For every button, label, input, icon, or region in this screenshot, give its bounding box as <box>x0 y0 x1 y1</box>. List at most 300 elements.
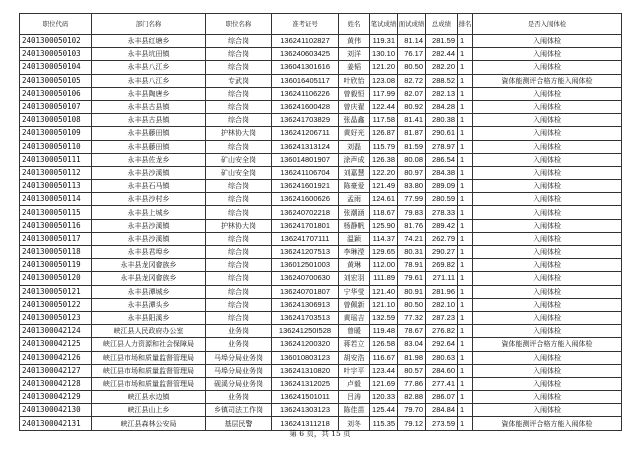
cell-interview: 81.59 <box>398 140 426 153</box>
cell-ticket: 136241310820 <box>272 364 339 377</box>
table-row <box>20 391 622 404</box>
cell-interview: 78.67 <box>398 325 426 338</box>
cell-pos-name: 护林协大岗 <box>206 127 272 140</box>
cell-rank: 1 <box>458 364 473 377</box>
cell-pos-name: 综合岗 <box>206 193 272 206</box>
cell-written: 117.99 <box>370 87 398 100</box>
cell-name: 吕涛 <box>339 391 370 404</box>
cell-result: 入闱体检 <box>473 153 622 166</box>
cell-ticket: 136241701801 <box>272 219 339 232</box>
cell-ticket: 136041301616 <box>272 61 339 74</box>
cell-rank: 1 <box>458 232 473 245</box>
cell-ticket: 136241703829 <box>272 114 339 127</box>
cell-pos-name: 业务岗 <box>206 391 272 404</box>
col-header-ticket: 准考证号 <box>272 14 339 35</box>
cell-ticket: 136241306913 <box>272 298 339 311</box>
cell-pos-code: 2401300042124 <box>20 325 92 338</box>
cell-ticket: 136240701807 <box>272 285 339 298</box>
cell-rank: 1 <box>458 391 473 404</box>
cell-pos-name: 基层民警 <box>206 417 272 430</box>
cell-result: 入闱体检 <box>473 127 622 140</box>
cell-dept: 永丰县沙溪镇 <box>92 219 206 232</box>
cell-dept: 永丰县龙冈畲族乡 <box>92 272 206 285</box>
cell-written: 123.44 <box>370 364 398 377</box>
cell-written: 115.35 <box>370 417 398 430</box>
cell-written: 121.40 <box>370 285 398 298</box>
cell-total: 278.33 <box>426 206 458 219</box>
cell-dept: 永丰县藤田镇 <box>92 127 206 140</box>
cell-name: 曾毅恒 <box>339 87 370 100</box>
cell-interview: 81.76 <box>398 219 426 232</box>
cell-result: 入闱体检 <box>473 180 622 193</box>
cell-total: 284.84 <box>426 404 458 417</box>
cell-result: 入闱体检 <box>473 246 622 259</box>
cell-pos-code: 2401300042126 <box>20 351 92 364</box>
cell-rank: 1 <box>458 246 473 259</box>
cell-name: 张潮涵 <box>339 206 370 219</box>
cell-ticket: 136241311218 <box>272 417 339 430</box>
cell-pos-code: 2401300050115 <box>20 206 92 219</box>
cell-name: 叶宇平 <box>339 364 370 377</box>
cell-pos-name: 马埠分局业务岗 <box>206 364 272 377</box>
cell-interview: 81.41 <box>398 114 426 127</box>
cell-pos-name: 综合岗 <box>206 114 272 127</box>
cell-ticket: 136240702218 <box>272 206 339 219</box>
cell-rank: 1 <box>458 61 473 74</box>
cell-written: 117.58 <box>370 114 398 127</box>
table-row <box>20 404 622 417</box>
table-row <box>20 87 622 100</box>
cell-total: 282.20 <box>426 61 458 74</box>
cell-pos-code: 2401300050104 <box>20 61 92 74</box>
cell-pos-name: 综合岗 <box>206 206 272 219</box>
col-header-rank: 排名 <box>458 14 473 35</box>
cell-pos-code: 2401300050108 <box>20 114 92 127</box>
cell-interview: 81.98 <box>398 351 426 364</box>
cell-total: 282.13 <box>426 87 458 100</box>
cell-pos-name: 综合岗 <box>206 180 272 193</box>
cell-pos-code: 2401300042129 <box>20 391 92 404</box>
cell-interview: 83.04 <box>398 338 426 351</box>
cell-written: 111.89 <box>370 272 398 285</box>
table-row <box>20 206 622 219</box>
cell-interview: 81.87 <box>398 127 426 140</box>
cell-result: 入闱体检 <box>473 351 622 364</box>
cell-pos-name: 马埠分局业务岗 <box>206 351 272 364</box>
cell-result: 入闱体检 <box>473 272 622 285</box>
cell-interview: 82.88 <box>398 391 426 404</box>
table-row <box>20 232 622 245</box>
cell-ticket: 136241313124 <box>272 140 339 153</box>
table-row <box>20 351 622 364</box>
cell-dept: 永丰县沙村乡 <box>92 193 206 206</box>
cell-interview: 79.61 <box>398 272 426 285</box>
cell-pos-name: 综合岗 <box>206 298 272 311</box>
cell-written: 119.31 <box>370 35 398 48</box>
cell-total: 278.97 <box>426 140 458 153</box>
cell-name: 曾庆翟 <box>339 100 370 113</box>
cell-rank: 1 <box>458 35 473 48</box>
table-row <box>20 61 622 74</box>
cell-name: 曾佩新 <box>339 298 370 311</box>
cell-written: 126.58 <box>370 338 398 351</box>
cell-rank: 1 <box>458 180 473 193</box>
cell-rank: 1 <box>458 206 473 219</box>
cell-pos-name: 综合岗 <box>206 48 272 61</box>
cell-total: 262.79 <box>426 232 458 245</box>
cell-dept: 永丰县八江乡 <box>92 74 206 87</box>
table-row <box>20 114 622 127</box>
cell-pos-code: 2401300042130 <box>20 404 92 417</box>
cell-ticket: 136240603425 <box>272 48 339 61</box>
cell-result: 入闱体检 <box>473 391 622 404</box>
cell-total: 280.38 <box>426 114 458 127</box>
cell-pos-code: 2401300050110 <box>20 140 92 153</box>
cell-pos-name: 矿山安全岗 <box>206 153 272 166</box>
cell-rank: 1 <box>458 100 473 113</box>
cell-rank: 1 <box>458 74 473 87</box>
cell-name: 杨静帆 <box>339 219 370 232</box>
cell-interview: 79.70 <box>398 404 426 417</box>
table-row <box>20 377 622 390</box>
cell-pos-code: 2401300050117 <box>20 232 92 245</box>
cell-dept: 永丰县石马镇 <box>92 180 206 193</box>
cell-name: 刘宏羽 <box>339 272 370 285</box>
cell-ticket: 136241206711 <box>272 127 339 140</box>
cell-rank: 1 <box>458 48 473 61</box>
cell-interview: 76.17 <box>398 48 426 61</box>
cell-pos-code: 2401300042128 <box>20 377 92 390</box>
table-row <box>20 311 622 324</box>
table-row <box>20 325 622 338</box>
cell-ticket: 136241703513 <box>272 311 339 324</box>
table-row <box>20 193 622 206</box>
cell-dept: 永丰县藤田镇 <box>92 140 206 153</box>
table-row <box>20 74 622 87</box>
cell-interview: 77.32 <box>398 311 426 324</box>
cell-dept: 永丰县君埠乡 <box>92 246 206 259</box>
cell-ticket: 136016405117 <box>272 74 339 87</box>
cell-pos-code: 2401300050123 <box>20 311 92 324</box>
cell-total: 288.52 <box>426 74 458 87</box>
table-row <box>20 219 622 232</box>
cell-rank: 1 <box>458 153 473 166</box>
cell-written: 126.87 <box>370 127 398 140</box>
table-row <box>20 180 622 193</box>
cell-interview: 79.12 <box>398 417 426 430</box>
cell-interview: 80.50 <box>398 298 426 311</box>
cell-result: 入闱体检 <box>473 35 622 48</box>
cell-total: 290.27 <box>426 246 458 259</box>
cell-name: 陈豪爱 <box>339 180 370 193</box>
cell-interview: 80.31 <box>398 246 426 259</box>
cell-result: 資体能测评合格方能入闱体检 <box>473 417 622 430</box>
cell-total: 282.44 <box>426 48 458 61</box>
cell-ticket: 136014801907 <box>272 153 339 166</box>
cell-result: 入闱体检 <box>473 311 622 324</box>
cell-name: 孟雨 <box>339 193 370 206</box>
cell-pos-name: 综合岗 <box>206 232 272 245</box>
cell-result: 入闱体检 <box>473 377 622 390</box>
cell-pos-code: 2401300042127 <box>20 364 92 377</box>
cell-dept: 永丰县阳溪乡 <box>92 311 206 324</box>
cell-pos-code: 2401300050105 <box>20 74 92 87</box>
cell-ticket: 136241106704 <box>272 166 339 179</box>
cell-pos-name: 矿山安全岗 <box>206 166 272 179</box>
cell-name: 黄瑶吉 <box>339 311 370 324</box>
cell-ticket: 136012501003 <box>272 259 339 272</box>
cell-written: 120.33 <box>370 391 398 404</box>
cell-rank: 1 <box>458 338 473 351</box>
cell-ticket: 136241303123 <box>272 404 339 417</box>
table-row <box>20 246 622 259</box>
cell-written: 123.08 <box>370 74 398 87</box>
cell-written: 121.49 <box>370 180 398 193</box>
cell-dept: 永丰县潭城乡 <box>92 285 206 298</box>
cell-rank: 1 <box>458 272 473 285</box>
cell-dept: 峡江县市场和质量监督管理局 <box>92 377 206 390</box>
cell-dept: 永丰县陶唐乡 <box>92 87 206 100</box>
cell-written: 124.61 <box>370 193 398 206</box>
cell-written: 112.00 <box>370 259 398 272</box>
cell-written: 130.10 <box>370 48 398 61</box>
table-row <box>20 338 622 351</box>
cell-ticket: 136241312025 <box>272 377 339 390</box>
cell-pos-code: 2401300050102 <box>20 35 92 48</box>
cell-total: 269.82 <box>426 259 458 272</box>
cell-pos-name: 综合岗 <box>206 259 272 272</box>
cell-name: 叶欣怡 <box>339 74 370 87</box>
cell-interview: 80.91 <box>398 285 426 298</box>
cell-name: 卢毅 <box>339 377 370 390</box>
cell-interview: 79.83 <box>398 206 426 219</box>
cell-total: 284.38 <box>426 166 458 179</box>
cell-result: 入闱体检 <box>473 61 622 74</box>
table-row <box>20 259 622 272</box>
cell-written: 121.69 <box>370 377 398 390</box>
cell-name: 黄伟 <box>339 35 370 48</box>
col-header-result: 是否入闱体检 <box>473 14 622 35</box>
cell-result: 入闱体检 <box>473 114 622 127</box>
cell-interview: 74.21 <box>398 232 426 245</box>
cell-rank: 1 <box>458 377 473 390</box>
cell-pos-name: 综合岗 <box>206 272 272 285</box>
col-header-dept: 部门名称 <box>92 14 206 35</box>
cell-total: 286.54 <box>426 153 458 166</box>
cell-written: 126.38 <box>370 153 398 166</box>
cell-written: 118.67 <box>370 206 398 219</box>
cell-ticket: 136241601921 <box>272 180 339 193</box>
cell-pos-name: 综合岗 <box>206 100 272 113</box>
cell-rank: 1 <box>458 127 473 140</box>
cell-result: 入闱体检 <box>473 232 622 245</box>
cell-total: 289.42 <box>426 219 458 232</box>
page-footer: 第 6 页，共 15 页 <box>289 429 351 438</box>
cell-written: 125.44 <box>370 404 398 417</box>
cell-pos-code: 2401300050111 <box>20 153 92 166</box>
table-row <box>20 153 622 166</box>
cell-pos-name: 综合岗 <box>206 311 272 324</box>
cell-ticket: 136241250I528 <box>272 325 339 338</box>
cell-written: 129.65 <box>370 246 398 259</box>
cell-interview: 77.86 <box>398 377 426 390</box>
cell-name: 陈佳苗 <box>339 404 370 417</box>
col-header-total: 总成绩 <box>426 14 458 35</box>
cell-total: 286.07 <box>426 391 458 404</box>
cell-dept: 峡江县市场和质量监督管理局 <box>92 364 206 377</box>
table-row <box>20 48 622 61</box>
cell-rank: 1 <box>458 351 473 364</box>
cell-total: 280.59 <box>426 193 458 206</box>
cell-result: 資体能测评合格方能入闱体检 <box>473 338 622 351</box>
cell-ticket: 136241200320 <box>272 338 339 351</box>
cell-rank: 1 <box>458 193 473 206</box>
cell-rank: 1 <box>458 114 473 127</box>
cell-pos-name: 砚溪分局业务岗 <box>206 377 272 390</box>
cell-written: 114.37 <box>370 232 398 245</box>
cell-pos-code: 2401300050121 <box>20 285 92 298</box>
cell-written: 119.48 <box>370 325 398 338</box>
cell-dept: 峡江县水边镇 <box>92 391 206 404</box>
cell-pos-name: 综合岗 <box>206 87 272 100</box>
cell-result: 入闱体检 <box>473 48 622 61</box>
cell-rank: 1 <box>458 417 473 430</box>
cell-total: 292.64 <box>426 338 458 351</box>
cell-total: 282.10 <box>426 298 458 311</box>
cell-ticket: 136241207513 <box>272 246 339 259</box>
cell-dept: 永丰县古县镇 <box>92 114 206 127</box>
cell-name: 李琳滢 <box>339 246 370 259</box>
cell-name: 刘洋 <box>339 48 370 61</box>
col-header-interview: 面试成绩 <box>398 14 426 35</box>
cell-interview: 78.91 <box>398 259 426 272</box>
cell-result: 入闱体检 <box>473 140 622 153</box>
cell-name: 蒋若立 <box>339 338 370 351</box>
table-row <box>20 100 622 113</box>
cell-dept: 永丰县古县镇 <box>92 100 206 113</box>
cell-total: 281.59 <box>426 35 458 48</box>
cell-total: 273.59 <box>426 417 458 430</box>
cell-result: 入闱体检 <box>473 364 622 377</box>
cell-dept: 永丰县沙溪镇 <box>92 166 206 179</box>
cell-dept: 峡江县市场和质量监督管理局 <box>92 351 206 364</box>
cell-result: 入闱体检 <box>473 100 622 113</box>
cell-dept: 永丰县佐龙乡 <box>92 153 206 166</box>
cell-name: 黄琳 <box>339 259 370 272</box>
cell-dept: 永丰县红塘乡 <box>92 35 206 48</box>
cell-pos-code: 2401300050106 <box>20 87 92 100</box>
cell-name: 涂声成 <box>339 153 370 166</box>
col-header-name: 姓名 <box>339 14 370 35</box>
table-row <box>20 35 622 48</box>
cell-rank: 1 <box>458 325 473 338</box>
results-table <box>19 13 622 431</box>
cell-interview: 80.97 <box>398 166 426 179</box>
cell-pos-code: 2401300050120 <box>20 272 92 285</box>
cell-ticket: 136241106226 <box>272 87 339 100</box>
cell-pos-code: 2401300050109 <box>20 127 92 140</box>
table-row <box>20 272 622 285</box>
cell-written: 132.59 <box>370 311 398 324</box>
cell-interview: 80.92 <box>398 100 426 113</box>
cell-dept: 永丰县坑田镇 <box>92 48 206 61</box>
table-row <box>20 364 622 377</box>
cell-interview: 77.99 <box>398 193 426 206</box>
cell-interview: 80.08 <box>398 153 426 166</box>
cell-written: 115.79 <box>370 140 398 153</box>
cell-pos-name: 护林协大岗 <box>206 219 272 232</box>
cell-total: 276.82 <box>426 325 458 338</box>
cell-pos-name: 综合岗 <box>206 285 272 298</box>
cell-pos-code: 2401300042131 <box>20 417 92 430</box>
cell-interview: 80.57 <box>398 364 426 377</box>
cell-result: 資体能测评合格方能入闱体检 <box>473 74 622 87</box>
cell-name: 刘冬 <box>339 417 370 430</box>
cell-interview: 80.50 <box>398 61 426 74</box>
cell-result: 入闱体检 <box>473 87 622 100</box>
cell-total: 284.60 <box>426 364 458 377</box>
cell-dept: 永丰县八江乡 <box>92 61 206 74</box>
cell-rank: 1 <box>458 404 473 417</box>
cell-result: 入闱体检 <box>473 193 622 206</box>
header-row <box>20 14 622 35</box>
cell-result: 入闱体检 <box>473 206 622 219</box>
cell-ticket: 136010803123 <box>272 351 339 364</box>
col-header-pos-name: 职位名称 <box>206 14 272 35</box>
col-header-written: 笔试成绩 <box>370 14 398 35</box>
cell-written: 121.20 <box>370 61 398 74</box>
cell-name: 温颖 <box>339 232 370 245</box>
cell-ticket: 136241501011 <box>272 391 339 404</box>
cell-total: 287.23 <box>426 311 458 324</box>
cell-written: 122.44 <box>370 100 398 113</box>
cell-total: 290.61 <box>426 127 458 140</box>
cell-pos-name: 专武岗 <box>206 74 272 87</box>
cell-rank: 1 <box>458 219 473 232</box>
cell-ticket: 136241102827 <box>272 35 339 48</box>
cell-total: 271.11 <box>426 272 458 285</box>
cell-ticket: 136241600626 <box>272 193 339 206</box>
table-row <box>20 285 622 298</box>
cell-dept: 永丰县上城乡 <box>92 206 206 219</box>
cell-rank: 1 <box>458 311 473 324</box>
cell-pos-name: 业务岗 <box>206 338 272 351</box>
cell-dept: 永丰县潭头乡 <box>92 298 206 311</box>
cell-rank: 1 <box>458 166 473 179</box>
cell-pos-code: 2401300050116 <box>20 219 92 232</box>
cell-ticket: 136241600428 <box>272 100 339 113</box>
cell-dept: 永丰县龙冈畲族乡 <box>92 259 206 272</box>
cell-dept: 峡江县人力资源和社会保障局 <box>92 338 206 351</box>
cell-name: 刘磊 <box>339 140 370 153</box>
cell-written: 122.20 <box>370 166 398 179</box>
cell-total: 280.63 <box>426 351 458 364</box>
cell-rank: 1 <box>458 140 473 153</box>
cell-rank: 1 <box>458 298 473 311</box>
cell-interview: 82.07 <box>398 87 426 100</box>
cell-written: 121.10 <box>370 298 398 311</box>
cell-pos-code: 2401300050119 <box>20 259 92 272</box>
cell-result: 入闱体检 <box>473 285 622 298</box>
cell-name: 胡安浩 <box>339 351 370 364</box>
cell-rank: 1 <box>458 87 473 100</box>
cell-pos-name: 乡镇司法工作岗 <box>206 404 272 417</box>
cell-pos-name: 业务岗 <box>206 325 272 338</box>
cell-result: 入闱体检 <box>473 404 622 417</box>
cell-pos-name: 综合岗 <box>206 61 272 74</box>
cell-name: 宁华莹 <box>339 285 370 298</box>
cell-pos-name: 综合岗 <box>206 140 272 153</box>
